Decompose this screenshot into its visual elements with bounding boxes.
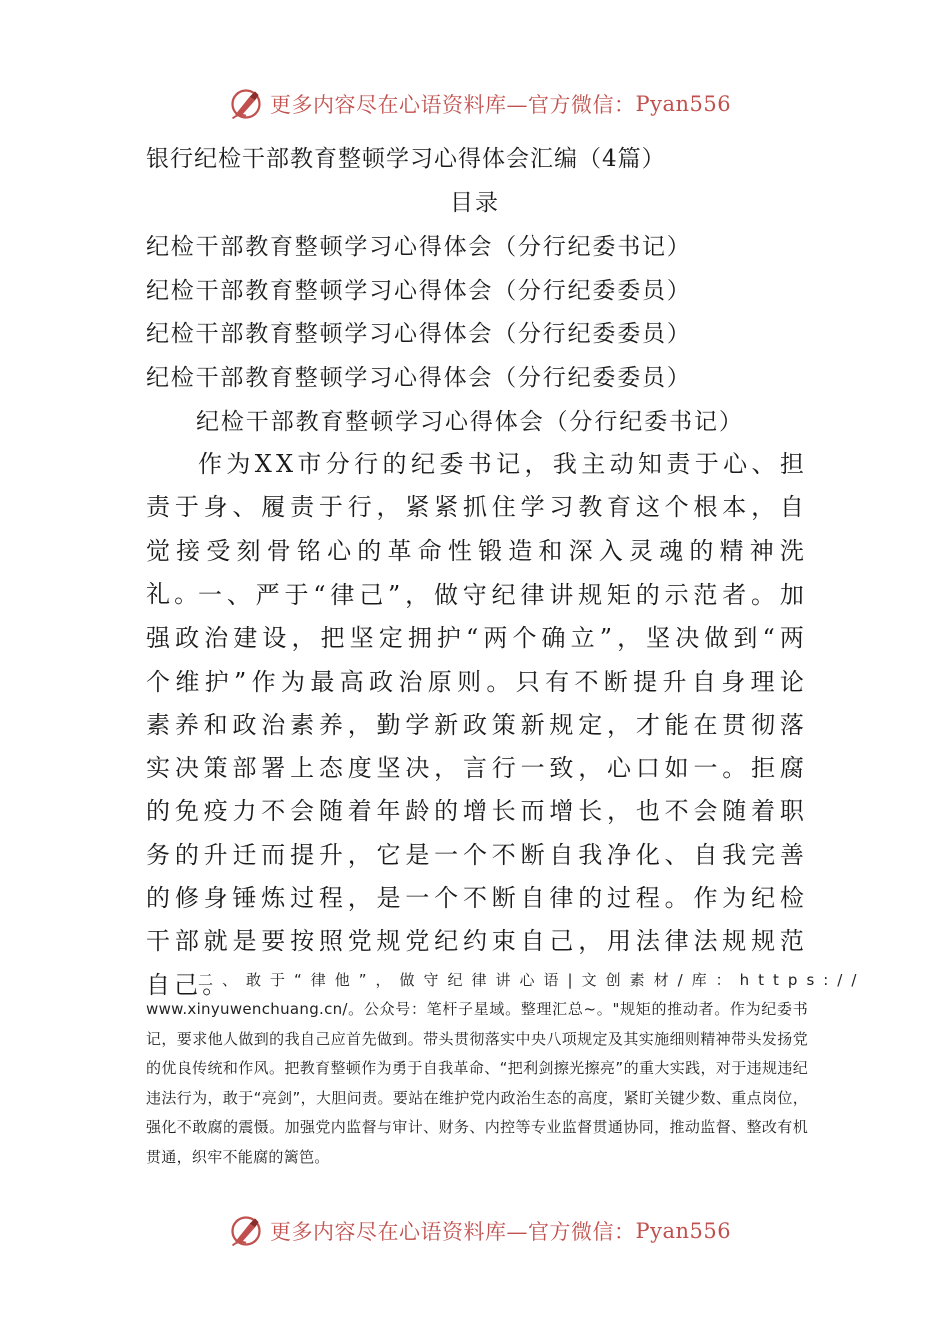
banner-text: 更多内容尽在心语资料库—官方微信：	[270, 1220, 636, 1244]
paragraph-point-1: 一、严于“律己”，做守纪律讲规矩的示范者。加强政治建设，把坚定拥护“两个确立”，坚决做到“两个维护”作为最高政治原则。只有不断提升自身理论素养和政治素养，勤学新政策新规定，才能在贯彻落实决策部署上态度坚决，言行一致，心口如一。拒腐的免疫力不会随着年龄的增长而增长，也不会随着职务的升迁而提升，它是一个不断自我净化、自我完善的修身锤炼过程，是一个不断自律的过程。作为纪检干部就是要按照党规党纪约束自己，用法律法规规范自己。	[146, 581, 808, 999]
header-banner	[0, 84, 950, 124]
banner-wechat-id: Pyan556	[635, 92, 732, 116]
toc-item-4: 纪检干部教育整顿学习心得体会（分行纪委委员）	[146, 365, 692, 391]
paragraph-point-2-body: www.xinyuwenchuang.cn/。公众号：笔杆子星域。整理汇总~。"规矩的推动者。作为纪委书记，要求他人做到的我自己应首先做到。带头贯彻落实中央八项规定及其实施细则精神带头发扬党的优良传统和作风。把教育整顿作为勇于自我革命、“把利剑擦光擦亮”的重大实践，对于违规违纪违法行为，敢于“亮剑”，大胆问责。要站在维护党内政治生态的高度，紧盯关键少数、重点岗位，强化不敢腐的震慑。加强党内监督与审计、财务、内控等专业监督贯通协同，推动监督、整改有机贯通，织牢不能腐的篱笆。	[146, 1000, 808, 1166]
banner-wechat-id: Pyan556	[635, 1219, 732, 1243]
toc-item-1: 纪检干部教育整顿学习心得体会（分行纪委书记）	[146, 234, 692, 260]
pen-logo-icon	[228, 1213, 264, 1249]
paragraph-point-2-first-line: 二、敢于“律他”，做守纪律讲心语|文创素材/库：https://	[198, 971, 866, 989]
section-title: 纪检干部教育整顿学习心得体会（分行纪委书记）	[196, 409, 744, 435]
banner-text: 更多内容尽在心语资料库—官方微信：	[270, 93, 636, 117]
footer-banner	[0, 1211, 950, 1251]
toc-item-2: 纪检干部教育整顿学习心得体会（分行纪委委员）	[146, 278, 692, 304]
toc-item-3: 纪检干部教育整顿学习心得体会（分行纪委委员）	[146, 321, 692, 347]
document-title: 银行纪检干部教育整顿学习心得体会汇编（4篇）	[146, 146, 666, 172]
paragraph-intro: 作为XX市分行的纪委书记，我主动知责于心、担责于身、履责于行，紧紧抓住学习教育这个根本，自觉接受刻骨铭心的革命性锻造和深入灵魂的精神洗礼。	[146, 450, 808, 608]
toc-heading: 目录	[450, 190, 500, 216]
pen-logo-icon	[228, 86, 264, 122]
